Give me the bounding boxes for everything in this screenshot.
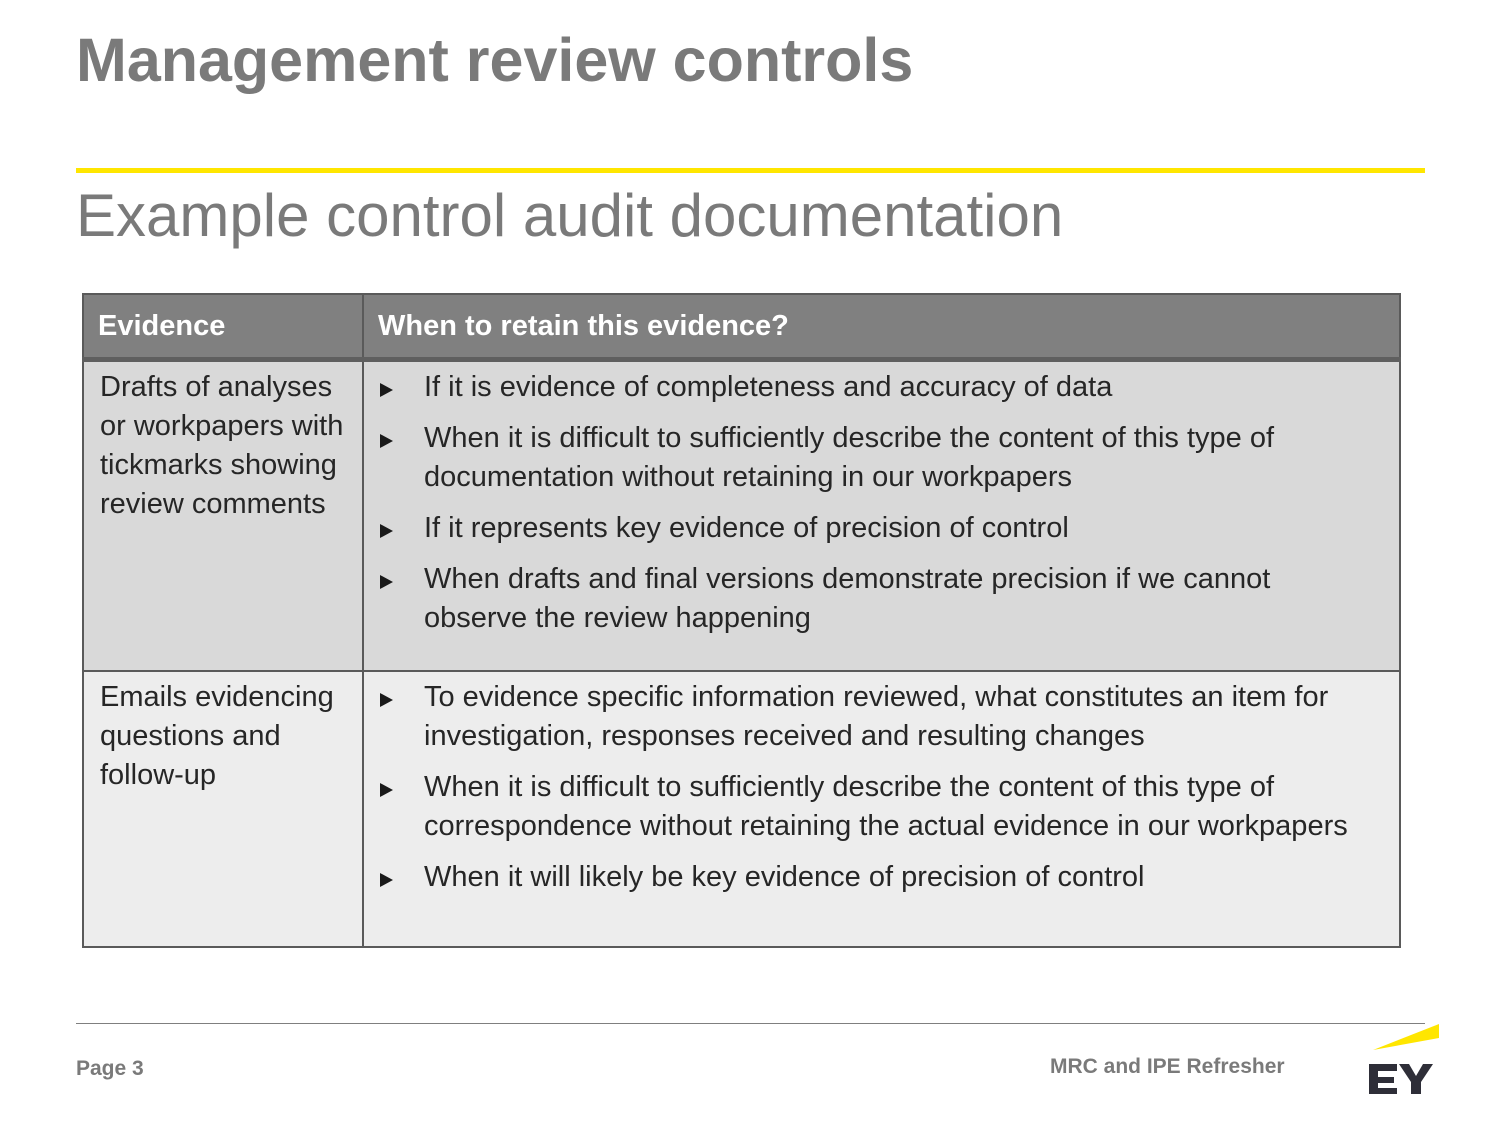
column-header-when-to-retain: When to retain this evidence? bbox=[363, 294, 1400, 360]
retention-cell bbox=[363, 360, 1400, 672]
title-divider bbox=[76, 168, 1425, 173]
evidence-table bbox=[82, 293, 1401, 948]
column-header-evidence: Evidence bbox=[83, 294, 363, 360]
bullet-text: When it will likely be key evidence of precision of control bbox=[424, 861, 1145, 893]
bullet-item bbox=[378, 419, 1381, 497]
retention-cell bbox=[363, 671, 1400, 947]
ey-logo-icon bbox=[1365, 1022, 1441, 1096]
bullet-arrow-icon bbox=[380, 873, 393, 887]
bullet-item bbox=[378, 678, 1381, 756]
evidence-cell: Drafts of analyses or workpapers with tickmarks showing review comments bbox=[83, 360, 363, 672]
bullet-text: If it represents key evidence of precision of control bbox=[424, 512, 1069, 544]
slide-title: Management review controls bbox=[76, 26, 914, 94]
bullet-list bbox=[378, 368, 1381, 638]
bullet-text: When drafts and final versions demonstrate precision if we cannot observe the review happening bbox=[424, 563, 1271, 634]
bullet-list bbox=[378, 678, 1381, 897]
slide-subtitle: Example control audit documentation bbox=[76, 182, 1064, 249]
bullet-text: If it is evidence of completeness and accuracy of data bbox=[424, 371, 1113, 403]
deck-title: MRC and IPE Refresher bbox=[1050, 1055, 1285, 1078]
bullet-item bbox=[378, 560, 1381, 638]
page-number: Page 3 bbox=[76, 1057, 144, 1080]
table-row bbox=[83, 360, 1400, 672]
bullet-arrow-icon bbox=[380, 575, 393, 589]
evidence-cell: Emails evidencing questions and follow-up bbox=[83, 671, 363, 947]
bullet-arrow-icon bbox=[380, 434, 393, 448]
bullet-item bbox=[378, 768, 1381, 846]
bullet-text: When it is difficult to sufficiently describe the content of this type of correspondence without retaining the actual evidence in our workpapers bbox=[424, 771, 1348, 842]
bullet-item bbox=[378, 368, 1381, 407]
bullet-text: When it is difficult to sufficiently describe the content of this type of documentation without retaining in our workpapers bbox=[424, 422, 1275, 493]
table-row bbox=[83, 671, 1400, 947]
bullet-arrow-icon bbox=[380, 783, 393, 797]
bullet-item bbox=[378, 858, 1381, 897]
bullet-arrow-icon bbox=[380, 383, 393, 397]
bullet-arrow-icon bbox=[380, 693, 393, 707]
bullet-arrow-icon bbox=[380, 524, 393, 538]
table-header-row bbox=[83, 294, 1400, 360]
bullet-text: To evidence specific information reviewed, what constitutes an item for investigation, responses received and resulting changes bbox=[424, 681, 1329, 752]
footer-divider bbox=[76, 1023, 1425, 1024]
bullet-item bbox=[378, 509, 1381, 548]
